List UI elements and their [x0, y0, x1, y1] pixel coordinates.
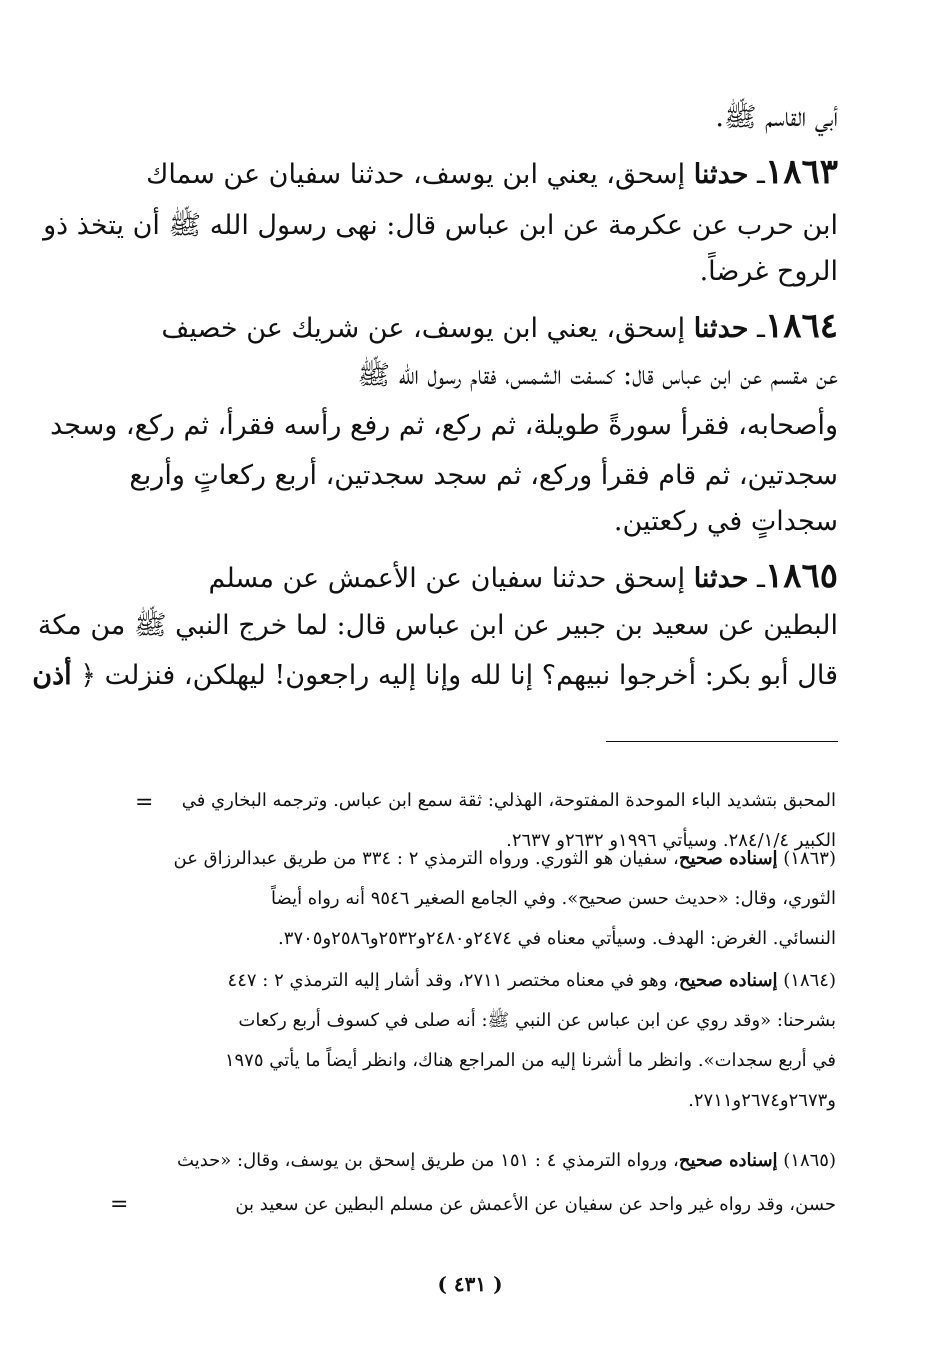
footnote-text: ، ورواه الترمذي ٤ : ١٥١ من طريق إسحق بن يوسف، وقال: «حديث [177, 1150, 679, 1171]
footnote-1864-line [160, 966, 836, 996]
footnote-grading: إسناده صحيح [678, 1150, 778, 1171]
footnote-line [160, 1190, 836, 1220]
footnote-text: الثوري، وقال: «حديث حسن صحيح». وفي الجامع الصغير ٩٥٤٦ أنه رواه أيضاً [270, 888, 836, 909]
hadith-number: ١٨٦٤ [764, 306, 838, 346]
page-number: ( ٤٣١ ) [437, 1272, 503, 1296]
footnote-text: حسن، وقد رواه غير واحد عن سفيان عن الأعمش عن مسلم البطين عن سعيد بن [235, 1194, 836, 1215]
narration-keyword: حدثنا [693, 159, 749, 190]
dash: ـ [748, 313, 765, 344]
narration-keyword: حدثنا [693, 313, 749, 344]
text-line [104, 456, 838, 496]
footnote-text: الكبير ٢٨٤/١/٤. وسيأتي ١٩٩٦و ٢٦٣٢و ٢٦٣٧. [506, 830, 836, 851]
text-line [32, 656, 838, 696]
footnote-line [160, 1006, 836, 1036]
footnote-line [160, 924, 836, 954]
footnote-grading: إسناده صحيح [678, 848, 778, 869]
hadith-number: ١٨٦٣ [764, 152, 838, 192]
line-text: أبي القاسم ﷺ. [715, 102, 838, 133]
line-text: البطين عن سعيد بن جبير عن ابن عباس قال: لما خرج النبي ﷺ من مكة [37, 610, 838, 641]
footnote-1865-line [160, 1146, 836, 1176]
line-text: عن مقسم عن ابن عباس قال: كسفت الشمس، فقام رسول الله ﷺ [357, 360, 838, 391]
hadith-1865-first-line [104, 556, 838, 599]
footnote-line [160, 1046, 836, 1076]
hadith-1863-first-line [104, 152, 838, 195]
text-line [50, 406, 838, 446]
footnote-number: (١٨٦٤) [777, 970, 836, 991]
quran-word: أذن [32, 660, 72, 691]
footnote-number: (١٨٦٣) [777, 848, 836, 869]
text-line [104, 356, 838, 396]
dash: ـ [748, 563, 765, 594]
footnote-text: ، وهو في معناه مختصر ٢٧١١، وقد أشار إليه الترمذي ٢ : ٤٤٧ [227, 970, 679, 991]
footnote-text: في أربع سجدات». وانظر ما أشرنا إليه من المراجع هناك، وانظر أيضاً ما يأتي ١٩٧٥ [224, 1050, 836, 1071]
continuation-mark: = [135, 790, 154, 815]
footnote-line [160, 884, 836, 914]
line-text: وأصحابه، فقرأ سورةً طويلة، ثم ركع، ثم رفع رأسه فقرأ، ثم ركع، وسجد [50, 410, 838, 441]
footnote-text: المحبق بتشديد الباء الموحدة المفتوحة، الهذلي: ثقة سمع ابن عباس. وترجمه البخاري في [181, 790, 836, 811]
line-text: الروح غرضاً. [699, 256, 838, 287]
footnote-line [160, 1086, 836, 1116]
footnote-number: (١٨٦٥) [777, 1150, 836, 1171]
footnote-line [160, 786, 836, 816]
footnote-grading: إسناده صحيح [678, 970, 778, 991]
line-text: سجدتين، ثم قام فقرأ وركع، ثم سجد سجدتين، أربع ركعاتٍ وأربع [129, 460, 838, 491]
line-text: قال أبو بكر: أخرجوا نبيهم؟ إنا لله وإنا إليه راجعون! ليهلكن، فنزلت ﴿ [71, 660, 838, 691]
continuation-mark: = [110, 1192, 129, 1217]
line-text: إسحق حدثنا سفيان عن الأعمش عن مسلم [208, 563, 694, 594]
text-line [104, 252, 838, 292]
text-line [104, 98, 838, 138]
footnote-text: النسائي. الغرض: الهدف. وسيأتي معناه في ٢٤٧٤و٢٤٨٠و٢٥٣٢و٢٥٨٦و٣٧٠٥. [278, 928, 836, 949]
dash: ـ [748, 159, 765, 190]
line-text: سجداتٍ في ركعتين. [613, 506, 838, 537]
hadith-number: ١٨٦٥ [764, 556, 838, 596]
hadith-1864-first-line [104, 306, 838, 349]
footnote-1863-line [160, 844, 836, 874]
line-text: إسحق، يعني ابن يوسف، حدثنا سفيان عن سماك [146, 159, 694, 190]
footnote-text: و٢٦٧٣و٢٦٧٤و٢٧١١. [688, 1090, 836, 1111]
line-text: إسحق، يعني ابن يوسف، عن شريك عن خصيف [161, 313, 694, 344]
footnote-separator [606, 741, 838, 742]
text-line [43, 206, 838, 246]
footnote-text: بشرحنا: «وقد روي عن ابن عباس عن النبي ﷺ: أنه صلى في كسوف أربع ركعات [238, 1010, 836, 1031]
text-line [104, 502, 838, 542]
narration-keyword: حدثنا [693, 563, 749, 594]
text-line [37, 606, 838, 646]
footnote-text: ، سفيان هو الثوري. ورواه الترمذي ٢ : ٣٣٤ من طريق عبدالرزاق عن [173, 848, 679, 869]
line-text: ابن حرب عن عكرمة عن ابن عباس قال: نهى رسول الله ﷺ أن يتخذ ذو [43, 210, 838, 241]
